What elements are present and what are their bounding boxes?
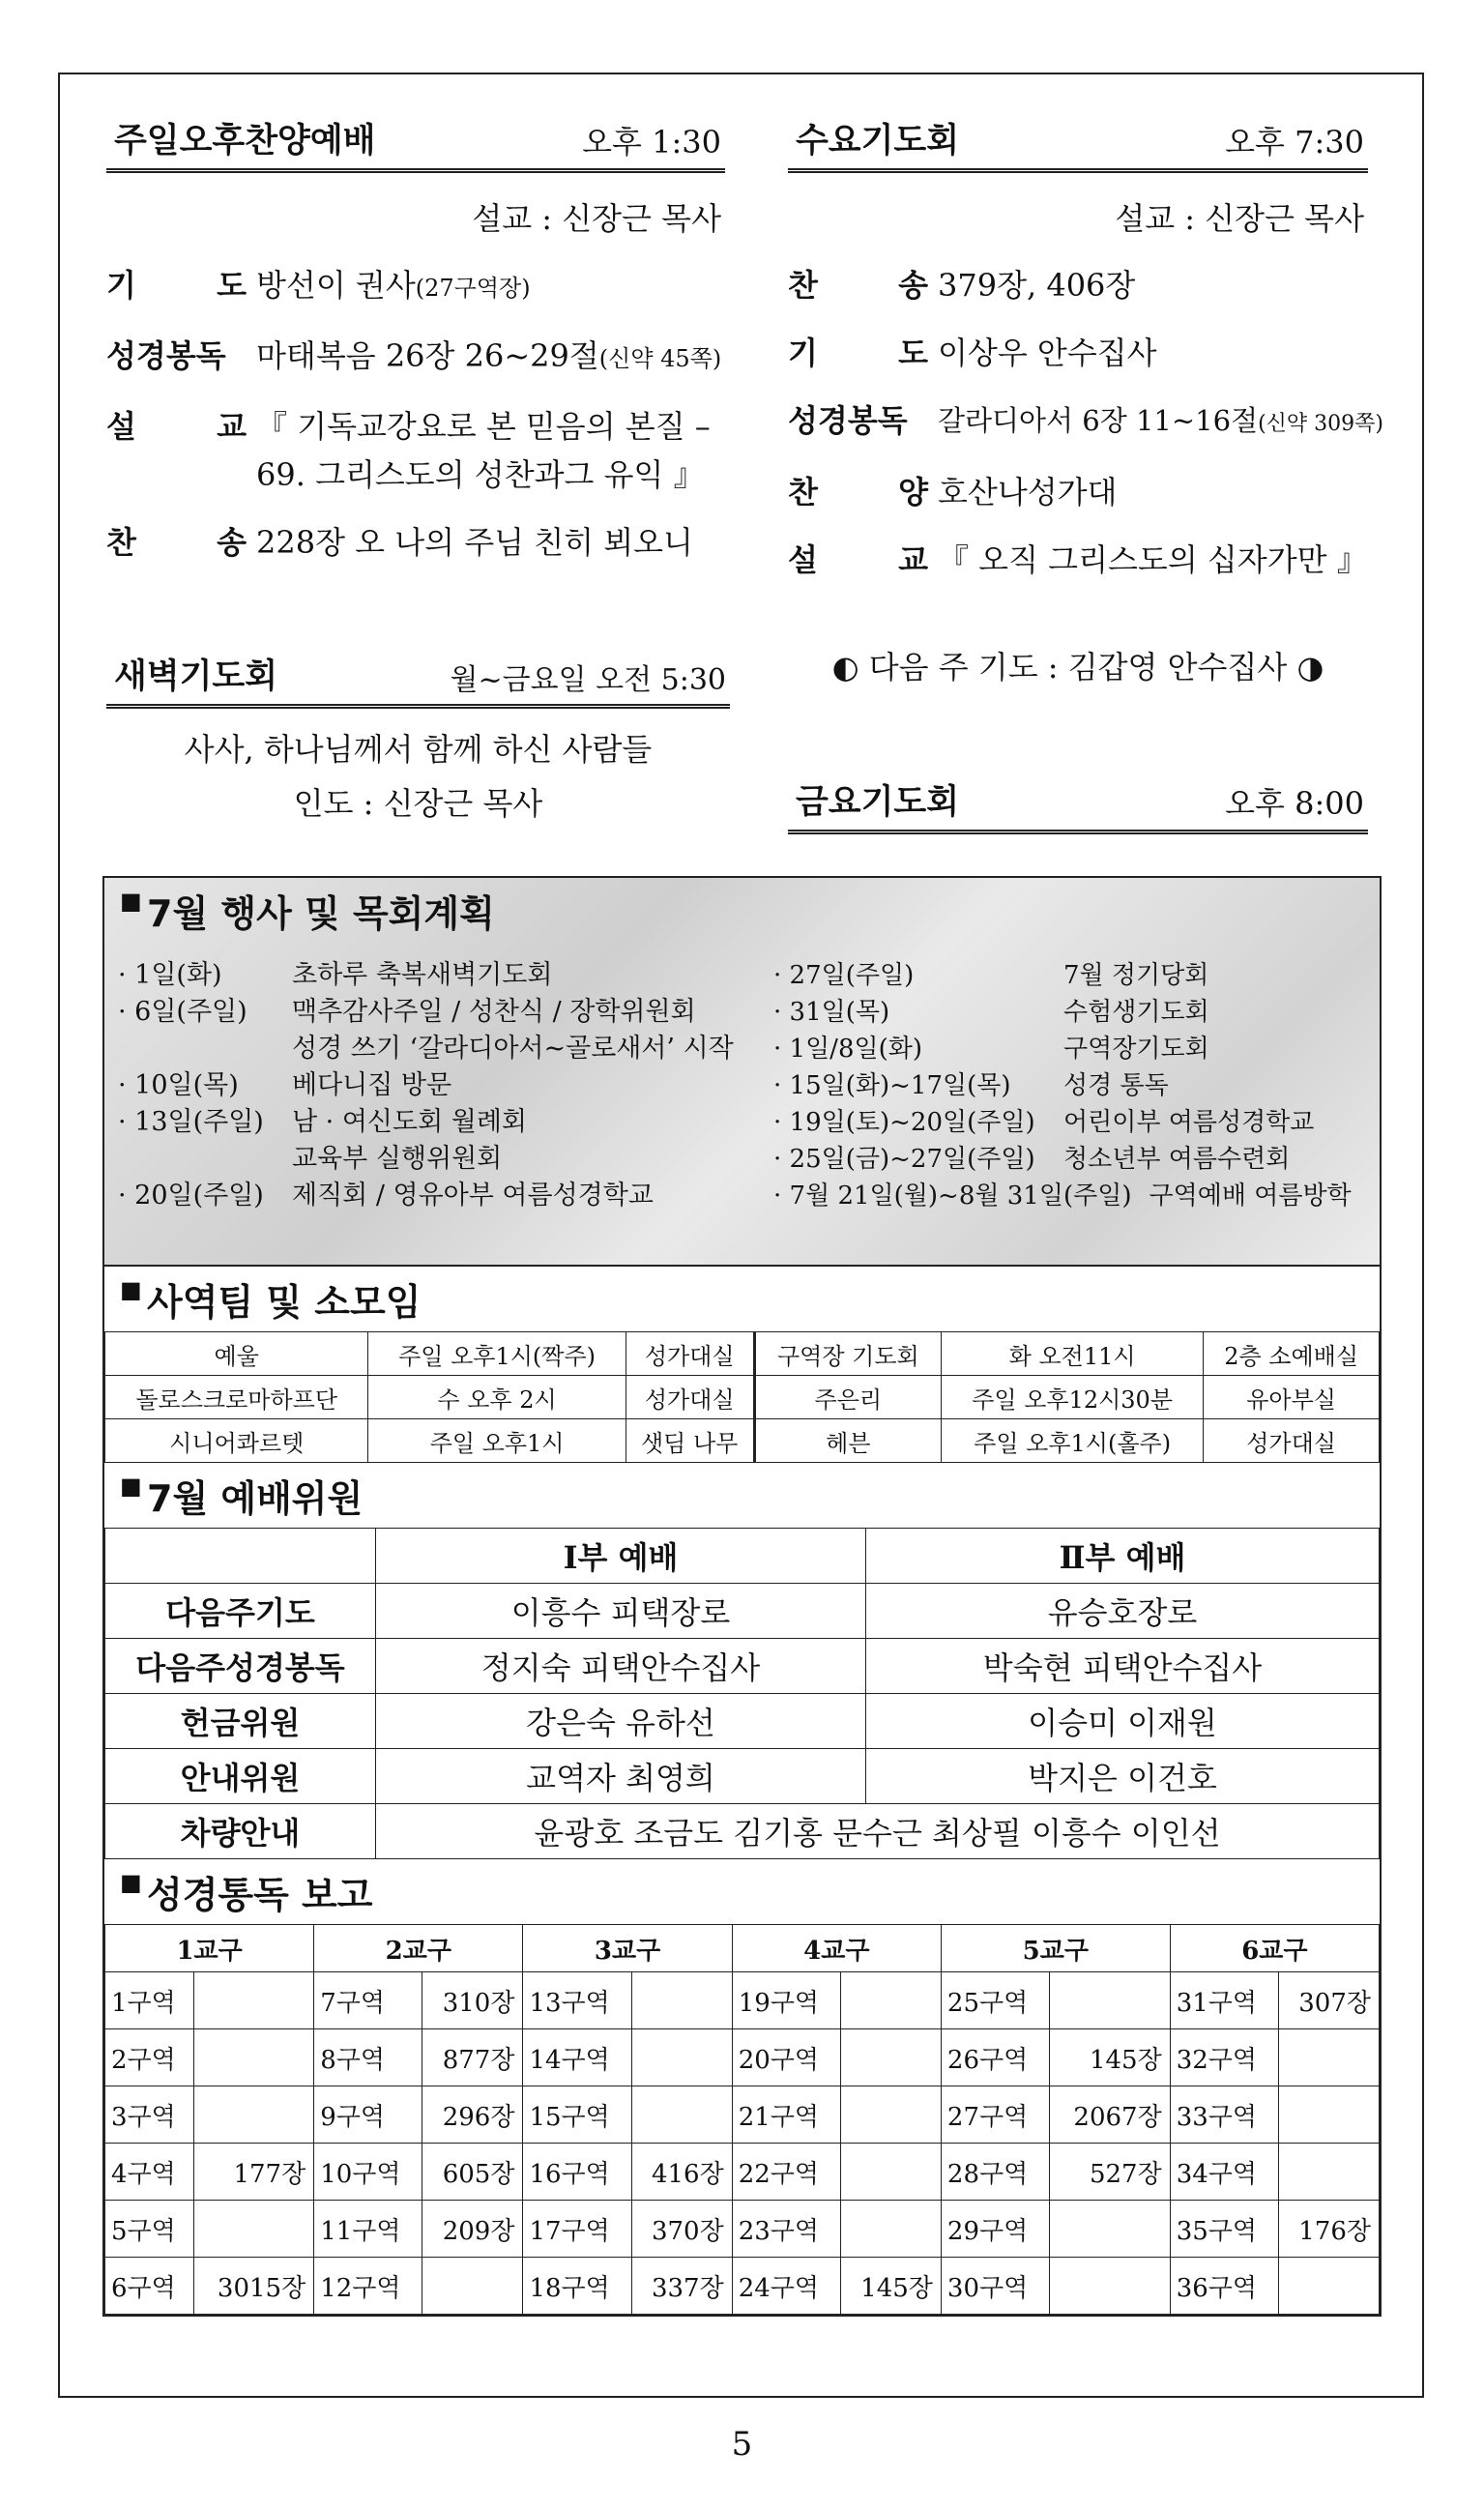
section-time: 오후 7:30: [1225, 124, 1364, 160]
row-value: 이상우 안수집사: [938, 335, 1157, 371]
label-text: [106, 521, 247, 564]
event-text: 청소년부 여름수련회: [1063, 1145, 1291, 1174]
event-text: 어린이부 여름성경학교: [1063, 1108, 1315, 1137]
label-char: 교: [898, 541, 928, 578]
table-row: [105, 2029, 1380, 2086]
table-cell: 돌로스크로마하프단: [105, 1376, 368, 1419]
row-header-cell: 다음주성경봉독: [105, 1639, 376, 1694]
event-text: 성경 쓰기 ‘갈라디아서~골로새서’ 시작: [292, 1034, 734, 1064]
district-cell: 7구역: [314, 1972, 422, 2029]
chapters-cell: [1278, 2086, 1379, 2144]
value-text: 마태복음 26장 26~29절: [256, 337, 599, 374]
table-row: [105, 1749, 1380, 1804]
chapters-cell: [840, 2029, 941, 2086]
table-header-cell: 4교구: [732, 1925, 941, 1972]
event-item: [118, 1031, 734, 1067]
chapters-cell: [1050, 2258, 1171, 2315]
table-cell: 이승미 이재원: [866, 1694, 1380, 1749]
value-note: (신약 45쪽): [598, 345, 722, 372]
event-date: · 20일(주일): [118, 1181, 264, 1211]
dawn-leader: 인도 : 신장근 목사: [293, 785, 543, 822]
table-cell: 샛딤 나무: [626, 1419, 754, 1463]
event-item: [773, 957, 1352, 994]
district-cell: 35구역: [1170, 2201, 1278, 2258]
district-cell: 22구역: [732, 2144, 840, 2201]
event-item: [773, 994, 1352, 1031]
row-label: [788, 539, 938, 581]
chapters-cell: 370장: [631, 2201, 732, 2258]
district-cell: 4구역: [105, 2144, 194, 2201]
events-left-list: [118, 957, 734, 1214]
chapters-cell: 605장: [422, 2144, 523, 2201]
district-cell: 5구역: [105, 2201, 194, 2258]
label-char: 찬: [788, 474, 818, 511]
district-cell: 12구역: [314, 2258, 422, 2315]
table-header-cell: [105, 1529, 376, 1584]
table-row: [105, 1639, 1380, 1694]
service-row: [788, 471, 1368, 513]
table-row: [105, 1972, 1380, 2029]
label-char: 기: [788, 335, 818, 371]
label-text: [106, 264, 247, 309]
district-cell: 19구역: [732, 1972, 840, 2029]
chapters-cell: [422, 2258, 523, 2315]
table-cell: 성가대실: [626, 1376, 754, 1419]
district-cell: 9구역: [314, 2086, 422, 2144]
preacher: 설교 : 신장근 목사: [472, 200, 721, 237]
chapters-cell: 296장: [422, 2086, 523, 2144]
label-char: 기: [106, 267, 136, 304]
table-header-cell: Ⅱ부 예배: [866, 1529, 1380, 1584]
district-cell: 31구역: [1170, 1972, 1278, 2029]
service-row: [106, 335, 725, 380]
chapters-cell: [193, 2201, 314, 2258]
chapters-cell: 310장: [422, 1972, 523, 2029]
table-row: [105, 1694, 1380, 1749]
chapters-cell: 209장: [422, 2201, 523, 2258]
event-date: · 10일(목): [118, 1070, 239, 1100]
table-cell: 윤광호 조금도 김기홍 문수근 최상필 이흥수 이인선: [376, 1804, 1380, 1859]
event-text: 수험생기도회: [1063, 998, 1209, 1027]
events-right-list: [773, 957, 1352, 1214]
row-label: [106, 521, 256, 564]
table-row: [105, 1925, 1380, 1972]
district-cell: 16구역: [523, 2144, 631, 2201]
chapters-cell: [1050, 2201, 1171, 2258]
label-text: [788, 471, 928, 513]
chapters-cell: 527장: [1050, 2144, 1171, 2201]
row-label: [106, 264, 256, 309]
row-value: [256, 264, 531, 309]
event-item: [773, 1141, 1352, 1178]
row-label: [788, 332, 938, 374]
row-header-cell: 안내위원: [105, 1749, 376, 1804]
table-row: [105, 1529, 1380, 1584]
table-header-cell: 6교구: [1170, 1925, 1379, 1972]
dawn-theme: 사사, 하나님께서 함께 하신 사람들: [184, 731, 653, 768]
row-value: 호산나성가대: [938, 474, 1118, 511]
table-cell: 정지숙 피택안수집사: [376, 1639, 866, 1694]
section-time: 오후 8:00: [1225, 785, 1364, 822]
event-item: [118, 1178, 734, 1214]
event-date: [118, 1031, 292, 1067]
district-cell: 34구역: [1170, 2144, 1278, 2201]
bible-title: ■ 성경통독 보고: [104, 1859, 1380, 1924]
table-cell: 헤븐: [754, 1419, 941, 1463]
event-item: [118, 957, 734, 994]
table-row: [105, 1419, 1380, 1463]
table-header-cell: Ⅰ부 예배: [376, 1529, 866, 1584]
district-cell: 20구역: [732, 2029, 840, 2086]
label-char: 교: [217, 408, 247, 445]
table-cell: 주일 오후1시: [368, 1419, 626, 1463]
label-char: 찬: [106, 524, 136, 561]
value-text: 『 기독교강요로 본 믿음의 본질 –: [256, 408, 711, 445]
service-row: [106, 264, 725, 309]
row-value: [256, 405, 711, 448]
chapters-cell: 416장: [631, 2144, 732, 2201]
event-date: · 15일(화)~17일(목): [773, 1071, 1011, 1100]
event-date: · 19일(토)~20일(주일): [773, 1108, 1035, 1137]
service-row: [788, 539, 1368, 581]
row-label: [788, 264, 938, 306]
district-cell: 1구역: [105, 1972, 194, 2029]
worship-title: ■ 7월 예배위원: [104, 1463, 1380, 1528]
sunday-pm-section: [106, 114, 725, 564]
table-row: [105, 1804, 1380, 1859]
district-cell: 33구역: [1170, 2086, 1278, 2144]
chapters-cell: [1278, 2258, 1379, 2315]
row-value: [256, 521, 693, 564]
event-text: 초하루 축복새벽기도회: [292, 960, 553, 990]
friday-section: [788, 775, 1368, 834]
table-cell: 이흥수 피택장로: [376, 1584, 866, 1639]
event-text: 남 · 여신도회 월례회: [292, 1107, 527, 1137]
next-week-prayer: ◐ 다음 주 기도 : 김갑영 안수집사 ◑: [831, 649, 1324, 686]
chapters-cell: [840, 2201, 941, 2258]
value-text: 방선이 권사: [256, 267, 416, 304]
event-date: · 1일/8일(화): [773, 1035, 923, 1064]
label-char: 도: [898, 335, 928, 371]
row-header-cell: 헌금위원: [105, 1694, 376, 1749]
sermon-continuation: 69. 그리스도의 성찬과그 유익 』: [256, 456, 705, 493]
chapters-cell: 337장: [631, 2258, 732, 2315]
event-text: 제직회 / 영유아부 여름성경학교: [292, 1181, 654, 1211]
table-header-cell: 1교구: [105, 1925, 314, 1972]
label-char: 설: [788, 541, 818, 578]
event-date: · 31일(목): [773, 998, 890, 1027]
table-row: [105, 1584, 1380, 1639]
chapters-cell: 177장: [193, 2144, 314, 2201]
chapters-cell: 877장: [422, 2029, 523, 2086]
chapters-cell: [193, 1972, 314, 2029]
district-cell: 15구역: [523, 2086, 631, 2144]
chapters-cell: 176장: [1278, 2201, 1379, 2258]
value-text: 228장 오 나의 주님 친히 뵈오니: [256, 524, 693, 561]
section-header: [788, 775, 1368, 834]
district-cell: 27구역: [941, 2086, 1049, 2144]
worship-table: [104, 1528, 1380, 1859]
chapters-cell: 145장: [840, 2258, 941, 2315]
district-cell: 8구역: [314, 2029, 422, 2086]
chapters-cell: [631, 2086, 732, 2144]
page-number: 5: [731, 2425, 753, 2464]
event-item: [118, 1067, 734, 1104]
table-cell: 박숙현 피택안수집사: [866, 1639, 1380, 1694]
district-cell: 6구역: [105, 2258, 194, 2315]
section-time: 월~금요일 오전 5:30: [450, 663, 726, 697]
chapters-cell: 2067장: [1050, 2086, 1171, 2144]
table-cell: 시니어콰르텟: [105, 1419, 368, 1463]
service-row: [788, 399, 1384, 446]
district-cell: 2구역: [105, 2029, 194, 2086]
event-item: [118, 1141, 734, 1178]
table-cell: 2층 소예배실: [1204, 1332, 1380, 1376]
row-label: [106, 405, 256, 448]
label-text: 성경봉독: [788, 402, 908, 439]
ministry-table: [104, 1331, 1380, 1463]
district-cell: 23구역: [732, 2201, 840, 2258]
district-cell: 29구역: [941, 2201, 1049, 2258]
section-title: 주일오후찬양예배: [114, 122, 376, 160]
chapters-cell: [1278, 2144, 1379, 2201]
district-cell: 24구역: [732, 2258, 840, 2315]
label-char: 송: [898, 267, 928, 304]
event-item: [773, 1067, 1352, 1104]
event-date: · 1일(화): [118, 960, 222, 990]
section-header: [106, 114, 725, 173]
section-time: 오후 1:30: [582, 124, 721, 160]
event-item: [773, 1031, 1352, 1067]
table-cell: 성가대실: [1204, 1419, 1380, 1463]
chapters-cell: [193, 2086, 314, 2144]
table-cell: 주은리: [754, 1376, 941, 1419]
district-cell: 28구역: [941, 2144, 1049, 2201]
table-cell: 화 오전11시: [941, 1332, 1203, 1376]
value-text: 갈라디아서 6장 11~16절: [938, 404, 1259, 437]
district-cell: 13구역: [523, 1972, 631, 2029]
chapters-cell: [1278, 2029, 1379, 2086]
chapters-cell: [840, 1972, 941, 2029]
table-header-cell: 3교구: [523, 1925, 732, 1972]
district-cell: 11구역: [314, 2201, 422, 2258]
preacher: 설교 : 신장근 목사: [1115, 200, 1364, 237]
row-value: 『 오직 그리스도의 십자가만 』: [938, 541, 1368, 578]
row-label: [788, 471, 938, 513]
district-cell: 3구역: [105, 2086, 194, 2144]
table-cell: 주일 오후1시(짝주): [368, 1332, 626, 1376]
event-text: 맥추감사주일 / 성찬식 / 장학위원회: [292, 997, 696, 1027]
label-char: 찬: [788, 267, 818, 304]
row-label: [106, 335, 256, 380]
row-header-cell: 차량안내: [105, 1804, 376, 1859]
event-date: · 25일(금)~27일(주일): [773, 1145, 1035, 1174]
event-text: 7월 정기당회: [1063, 961, 1209, 990]
ministry-title: ■ 사역팀 및 소모임: [104, 1265, 1380, 1331]
table-row: [105, 2201, 1380, 2258]
event-text: 구역예배 여름방학: [1149, 1182, 1352, 1211]
chapters-cell: [840, 2086, 941, 2144]
row-value: [256, 335, 721, 380]
district-cell: 36구역: [1170, 2258, 1278, 2315]
table-cell: 구역장 기도회: [754, 1332, 941, 1376]
table-cell: 교역자 최영희: [376, 1749, 866, 1804]
table-cell: 성가대실: [626, 1332, 754, 1376]
event-item: [118, 1104, 734, 1141]
service-row: [106, 405, 725, 448]
table-cell: 유승호장로: [866, 1584, 1380, 1639]
section-header: [788, 114, 1368, 173]
section-title: 금요기도회: [796, 783, 960, 822]
row-header-cell: 다음주기도: [105, 1584, 376, 1639]
district-cell: 25구역: [941, 1972, 1049, 2029]
event-date: · 13일(주일): [118, 1107, 264, 1137]
service-row: [788, 332, 1368, 374]
label-text: [788, 332, 928, 374]
event-date: · 6일(주일): [118, 997, 247, 1027]
table-cell: 주일 오후12시30분: [941, 1376, 1203, 1419]
value-note: (27구역장): [415, 275, 531, 302]
label-text: 성경봉독: [106, 337, 226, 374]
district-cell: 21구역: [732, 2086, 840, 2144]
table-row: [105, 1376, 1380, 1419]
event-date: · 27일(주일): [773, 961, 915, 990]
row-value: 379장, 406장: [938, 267, 1136, 304]
value-note: (신약 309쪽): [1258, 412, 1384, 436]
chapters-cell: [631, 1972, 732, 2029]
table-cell: 유아부실: [1204, 1376, 1380, 1419]
table-cell: 예울: [105, 1332, 368, 1376]
district-cell: 26구역: [941, 2029, 1049, 2086]
dawn-section: [106, 650, 730, 827]
service-row: [106, 521, 725, 564]
table-row: [105, 2258, 1380, 2315]
table-cell: 주일 오후1시(홀주): [941, 1419, 1203, 1463]
chapters-cell: [840, 2144, 941, 2201]
table-row: [105, 2144, 1380, 2201]
event-date: · 7월 21일(월)~8월 31일(주일): [773, 1182, 1132, 1211]
wednesday-section: [788, 114, 1384, 687]
table-header-cell: 5교구: [941, 1925, 1170, 1972]
events-panel: [104, 878, 1380, 1265]
row-value: [938, 399, 1383, 446]
chapters-cell: [1050, 1972, 1171, 2029]
event-text: 성경 통독: [1063, 1071, 1169, 1100]
table-cell: 박지은 이건호: [866, 1749, 1380, 1804]
district-cell: 14구역: [523, 2029, 631, 2086]
district-cell: 32구역: [1170, 2029, 1278, 2086]
chapters-cell: 145장: [1050, 2029, 1171, 2086]
table-header-cell: 2교구: [314, 1925, 523, 1972]
bible-reading-table: [104, 1924, 1380, 2315]
table-row: [105, 1332, 1380, 1376]
label-text: [788, 539, 928, 581]
table-cell: 수 오후 2시: [368, 1376, 626, 1419]
events-title: ■ 7월 행사 및 목회계획: [104, 878, 1380, 943]
chapters-cell: [193, 2029, 314, 2086]
section-title: 수요기도회: [796, 122, 960, 160]
district-cell: 18구역: [523, 2258, 631, 2315]
table-row: [105, 2086, 1380, 2144]
chapters-cell: 307장: [1278, 1972, 1379, 2029]
district-cell: 10구역: [314, 2144, 422, 2201]
label-char: 도: [217, 267, 247, 304]
label-char: 송: [217, 524, 247, 561]
events-box: [102, 876, 1382, 2317]
event-item: [773, 1104, 1352, 1141]
district-cell: 17구역: [523, 2201, 631, 2258]
district-cell: 30구역: [941, 2258, 1049, 2315]
label-char: 설: [106, 408, 136, 445]
event-item: [773, 1178, 1352, 1214]
section-header: [106, 650, 730, 709]
event-text: 베다니집 방문: [292, 1070, 452, 1100]
event-text: 구역장기도회: [1063, 1035, 1209, 1064]
chapters-cell: [631, 2029, 732, 2086]
event-text: 교육부 실행위원회: [292, 1144, 503, 1174]
label-text: [788, 264, 928, 306]
label-char: 양: [898, 474, 928, 511]
event-date: [118, 1141, 292, 1178]
chapters-cell: 3015장: [193, 2258, 314, 2315]
table-cell: 강은숙 유하선: [376, 1694, 866, 1749]
row-label: [788, 399, 938, 446]
service-row: [788, 264, 1368, 306]
event-item: [118, 994, 734, 1031]
section-title: 새벽기도회: [114, 657, 278, 696]
label-text: [106, 405, 247, 448]
